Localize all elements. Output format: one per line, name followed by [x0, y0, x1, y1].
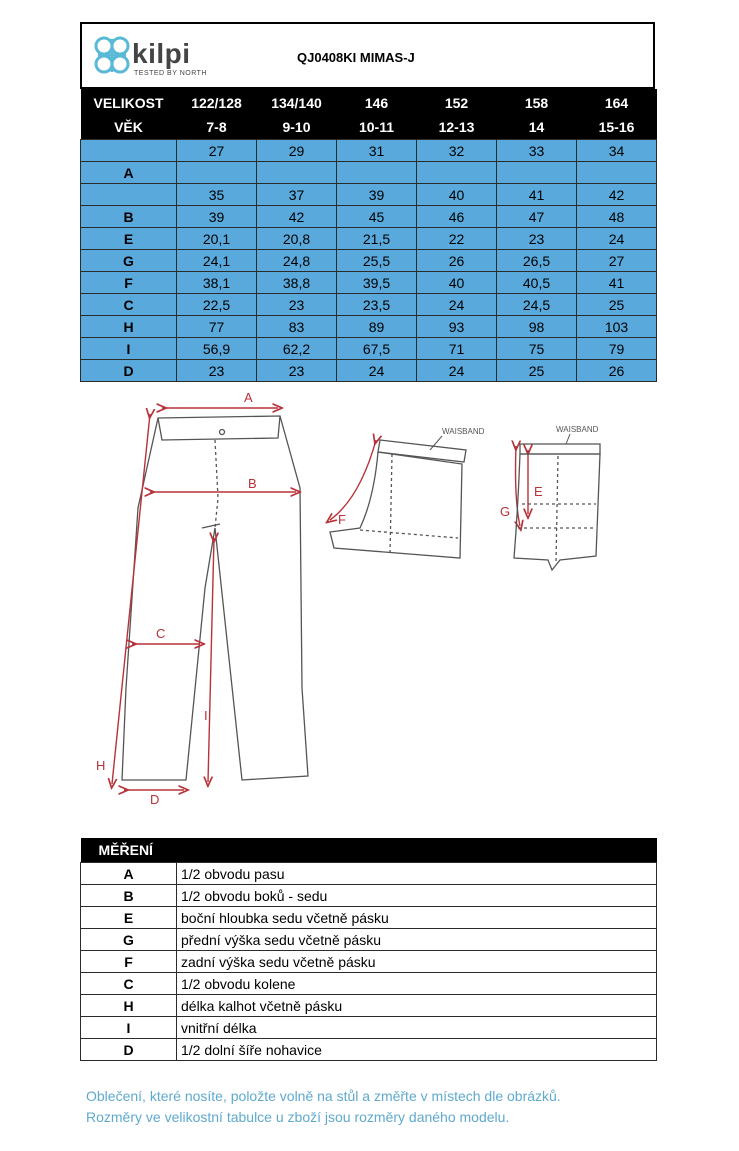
measure-lines — [112, 408, 528, 790]
size-cell: 24 — [577, 228, 657, 250]
age-header-row — [81, 115, 657, 140]
size-cell: 25 — [577, 294, 657, 316]
size-cell: 23 — [257, 360, 337, 382]
legend-description: 1/2 obvodu pasu — [177, 863, 657, 885]
size-cell: 24 — [417, 294, 497, 316]
size-cell: 98 — [497, 316, 577, 338]
size-cell: 20,8 — [257, 228, 337, 250]
legend-code: E — [81, 907, 177, 929]
size-row — [81, 272, 657, 294]
size-row — [81, 140, 657, 162]
age-header-cell: VĚK — [81, 115, 177, 140]
legend-row — [81, 1017, 657, 1039]
size-header-cell: 134/140 — [257, 89, 337, 115]
legend-code: F — [81, 951, 177, 973]
label-h: H — [96, 758, 106, 773]
legend-description: boční hloubka sedu včetně pásku — [177, 907, 657, 929]
legend-description: přední výška sedu včetně pásku — [177, 929, 657, 951]
size-cell: 41 — [577, 272, 657, 294]
size-cell: 56,9 — [177, 338, 257, 360]
size-cell: 33 — [497, 140, 577, 162]
size-cell: 23 — [497, 228, 577, 250]
size-row — [81, 294, 657, 316]
size-cell: 27 — [177, 140, 257, 162]
size-cell — [177, 162, 257, 184]
size-cell: 35 — [177, 184, 257, 206]
side-view-drawing — [514, 444, 600, 570]
size-cell: 40,5 — [497, 272, 577, 294]
label-a: A — [244, 390, 253, 405]
label-f: F — [338, 512, 346, 527]
pants-drawing — [122, 416, 308, 780]
size-header-cell: 164 — [577, 89, 657, 115]
size-cell: 75 — [497, 338, 577, 360]
size-cell: 77 — [177, 316, 257, 338]
size-cell: 62,2 — [257, 338, 337, 360]
size-cell: 89 — [337, 316, 417, 338]
size-cell: 39 — [177, 206, 257, 228]
size-cell: 31 — [337, 140, 417, 162]
size-row — [81, 338, 657, 360]
size-cell: 26 — [577, 360, 657, 382]
size-cell — [257, 162, 337, 184]
header-block — [80, 22, 655, 89]
label-i: I — [204, 708, 208, 723]
size-cell: 24,5 — [497, 294, 577, 316]
size-cell — [497, 162, 577, 184]
size-header-cell: 146 — [337, 89, 417, 115]
legend-title: MĚŘENÍ — [81, 838, 657, 863]
brand-logo — [92, 32, 222, 82]
size-row — [81, 250, 657, 272]
size-cell — [417, 162, 497, 184]
size-row-label: F — [81, 272, 177, 294]
size-cell: 26 — [417, 250, 497, 272]
size-row-label: I — [81, 338, 177, 360]
size-row-label: E — [81, 228, 177, 250]
size-row-label: B — [81, 206, 177, 228]
waisband-label-back: WAISBAND — [442, 427, 485, 436]
size-table — [80, 89, 657, 382]
legend-row — [81, 973, 657, 995]
size-cell: 79 — [577, 338, 657, 360]
age-header-cell: 12-13 — [417, 115, 497, 140]
size-row — [81, 316, 657, 338]
size-cell: 42 — [257, 206, 337, 228]
legend-description: zadní výška sedu včetně pásku — [177, 951, 657, 973]
size-cell — [577, 162, 657, 184]
legend-table-body — [81, 863, 657, 1061]
size-cell: 47 — [497, 206, 577, 228]
age-header-cell: 14 — [497, 115, 577, 140]
legend-row — [81, 995, 657, 1017]
size-cell: 46 — [417, 206, 497, 228]
size-cell: 39 — [337, 184, 417, 206]
size-cell: 37 — [257, 184, 337, 206]
size-row-label — [81, 140, 177, 162]
size-cell: 93 — [417, 316, 497, 338]
brand-tagline: TESTED BY NORTH — [134, 70, 207, 77]
size-row-label: C — [81, 294, 177, 316]
size-row-label: D — [81, 360, 177, 382]
legend-code: A — [81, 863, 177, 885]
size-cell: 39,5 — [337, 272, 417, 294]
size-header-cell: 152 — [417, 89, 497, 115]
size-cell: 25 — [497, 360, 577, 382]
legend-description: délka kalhot včetně pásku — [177, 995, 657, 1017]
size-cell: 40 — [417, 184, 497, 206]
size-table-body — [81, 140, 657, 382]
size-row-label: A — [81, 162, 177, 184]
size-cell: 27 — [577, 250, 657, 272]
size-cell: 21,5 — [337, 228, 417, 250]
size-row — [81, 162, 657, 184]
model-title: QJ0408KI MIMAS-J — [297, 50, 415, 65]
measure-note-2: Rozměry ve velikostní tabulce u zboží jsou rozměry daného modelu. — [86, 1109, 510, 1125]
size-cell: 45 — [337, 206, 417, 228]
measurement-diagram — [90, 388, 630, 808]
size-cell: 40 — [417, 272, 497, 294]
legend-code: D — [81, 1039, 177, 1061]
size-header-cell: 158 — [497, 89, 577, 115]
measure-labels — [96, 390, 543, 807]
size-cell: 23 — [257, 294, 337, 316]
legend-row — [81, 907, 657, 929]
legend-code: I — [81, 1017, 177, 1039]
size-cell: 38,8 — [257, 272, 337, 294]
size-header-cell: VELIKOST — [81, 89, 177, 115]
size-cell: 41 — [497, 184, 577, 206]
age-header-cell: 7-8 — [177, 115, 257, 140]
size-cell: 38,1 — [177, 272, 257, 294]
age-header-cell: 15-16 — [577, 115, 657, 140]
legend-description: 1/2 obvodu kolene — [177, 973, 657, 995]
legend-code: B — [81, 885, 177, 907]
size-cell: 24 — [417, 360, 497, 382]
size-row — [81, 360, 657, 382]
size-cell: 71 — [417, 338, 497, 360]
legend-row — [81, 951, 657, 973]
size-row — [81, 206, 657, 228]
size-cell: 25,5 — [337, 250, 417, 272]
size-cell: 83 — [257, 316, 337, 338]
age-header-cell: 10-11 — [337, 115, 417, 140]
size-cell: 34 — [577, 140, 657, 162]
measure-note-1: Oblečení, které nosíte, položte volně na stůl a změřte v místech dle obrázků. — [86, 1088, 561, 1104]
legend-code: C — [81, 973, 177, 995]
brand-name: kilpi — [132, 38, 191, 69]
size-row-label: H — [81, 316, 177, 338]
size-header-row — [81, 89, 657, 115]
size-cell: 32 — [417, 140, 497, 162]
legend-header-row — [81, 838, 657, 863]
size-cell: 103 — [577, 316, 657, 338]
label-c: C — [156, 626, 166, 641]
label-d: D — [150, 792, 160, 807]
size-cell: 24 — [337, 360, 417, 382]
legend-description: vnitřní délka — [177, 1017, 657, 1039]
size-cell: 24,8 — [257, 250, 337, 272]
legend-table — [80, 838, 657, 1061]
size-cell: 23 — [177, 360, 257, 382]
legend-row — [81, 885, 657, 907]
legend-row — [81, 863, 657, 885]
size-cell: 67,5 — [337, 338, 417, 360]
kilpi-knot-icon — [92, 34, 132, 78]
size-cell — [337, 162, 417, 184]
label-g: G — [500, 504, 511, 519]
label-b: B — [248, 476, 257, 491]
legend-description: 1/2 obvodu boků - sedu — [177, 885, 657, 907]
size-cell: 42 — [577, 184, 657, 206]
size-cell: 22,5 — [177, 294, 257, 316]
legend-code: G — [81, 929, 177, 951]
size-cell: 29 — [257, 140, 337, 162]
size-row-label — [81, 184, 177, 206]
size-header-cell: 122/128 — [177, 89, 257, 115]
legend-row — [81, 1039, 657, 1061]
legend-code: H — [81, 995, 177, 1017]
size-cell: 23,5 — [337, 294, 417, 316]
age-header-cell: 9-10 — [257, 115, 337, 140]
label-e: E — [534, 484, 543, 499]
size-row — [81, 184, 657, 206]
legend-description: 1/2 dolní šíře nohavice — [177, 1039, 657, 1061]
legend-row — [81, 929, 657, 951]
size-cell: 22 — [417, 228, 497, 250]
size-cell: 20,1 — [177, 228, 257, 250]
size-cell: 26,5 — [497, 250, 577, 272]
size-row — [81, 228, 657, 250]
size-cell: 24,1 — [177, 250, 257, 272]
size-row-label: G — [81, 250, 177, 272]
waisband-label-side: WAISBAND — [556, 425, 599, 434]
size-cell: 48 — [577, 206, 657, 228]
